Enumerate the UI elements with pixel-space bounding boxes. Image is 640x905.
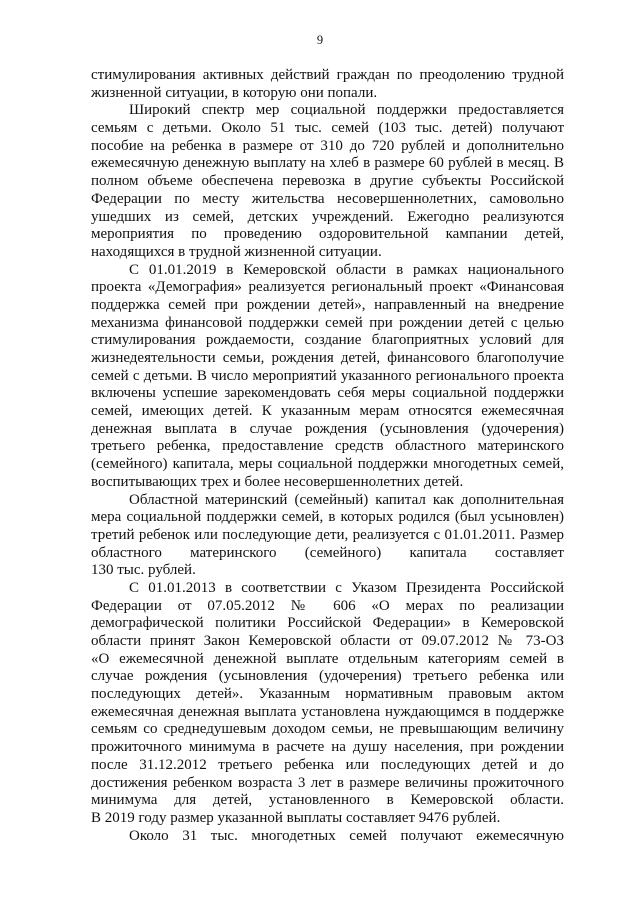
text-line: С 01.01.2013 в соответствии с Указом Президента Российской <box>129 579 564 596</box>
text-line: жизненной ситуации, в которую они попали. <box>91 84 378 101</box>
text-line: семьям с детьми. Около 51 тыс. семей (103 тыс. детей) получают <box>91 120 564 137</box>
text-line: денежная выплата в случае рождения (усыновления (удочерения) <box>91 420 564 437</box>
text-line: Федерации от 07.05.2012 № 606 «О мерах по реализации <box>91 597 564 614</box>
text-line: жизнедеятельности семьи, рождения детей, финансового благополучие <box>91 350 564 366</box>
text-line: находящихся в трудной жизненной ситуации. <box>91 243 382 260</box>
text-line: поддержка семей при рождении детей», направленный на внедрение <box>91 296 564 313</box>
text-line: В 2019 году размер указанной выплаты составляет 9476 рублей. <box>91 809 501 826</box>
paragraph <box>91 828 564 846</box>
text-line: пособие на ребенка в размере от 310 до 720 рублей и дополнительно <box>91 137 564 154</box>
text-line: ежемесячную денежную выплату на хлеб в размере 60 рублей в месяц. В <box>91 155 564 172</box>
text-line: 130 тыс. рублей. <box>91 562 196 579</box>
text-line: Федерации по месту жительства несовершеннолетних, самовольно <box>91 190 564 207</box>
text-line: стимулирования рождаемости, создание благоприятных условий для <box>91 332 564 349</box>
text-line: мероприятия по проведению оздоровительной кампании детей, <box>91 226 564 243</box>
text-line: С 01.01.2019 в Кемеровской области в рамках национального <box>129 261 564 278</box>
text-line: механизма финансовой поддержки семей при рождении детей с целью <box>91 314 564 331</box>
text-line: семей, имеющих детей. К указанным мерам относятся ежемесячная <box>91 403 564 420</box>
text-line: (семейного) капитала, меры социальной поддержки многодетных семей, <box>91 456 564 473</box>
text-line: стимулирования активных действий граждан по преодолению трудной <box>91 67 564 83</box>
text-line: демографической политики Российской Федерации» в Кемеровской <box>91 615 564 632</box>
text-line: ушедших из семей, детских учреждений. Ежегодно реализуются <box>91 208 564 225</box>
text-line: области принят Закон Кемеровской области от 09.07.2012 № 73-ОЗ <box>91 633 564 649</box>
document-body <box>91 67 564 845</box>
text-line: семьям со среднедушевым доходом семьи, не превышающим величину <box>91 721 564 738</box>
paragraph <box>91 580 564 828</box>
text-line: достижения ребенком возраста 3 лет в размере величины прожиточного <box>91 774 564 791</box>
text-line: минимума для детей, установленного в Кемеровской области. <box>91 792 564 809</box>
text-line: ежемесячная денежная выплата установлена нуждающимся в поддержке <box>91 703 564 720</box>
text-line: «О ежемесячной денежной выплате отдельным категориям семей в <box>91 650 564 667</box>
text-line: областного материнского (семейного) капитала составляет <box>91 544 564 561</box>
text-line: семей с детьми. В число мероприятий указанного регионального проекта <box>91 367 564 384</box>
paragraph <box>91 492 564 580</box>
paragraph <box>91 102 564 261</box>
text-line: последующих детей». Указанным нормативным правовым актом <box>91 686 564 703</box>
text-line: Широкий спектр мер социальной поддержки предоставляется <box>129 102 564 119</box>
text-line: третий ребенок или последующие дети, реализуется с 01.01.2011. Размер <box>91 526 564 543</box>
text-line: после 31.12.2012 третьего ребенка или последующих детей и до <box>91 756 564 773</box>
text-line: прожиточного минимума в расчете на душу населения, при рождении <box>91 739 564 756</box>
text-line: проекта «Демография» реализуется региональный проект «Финансовая <box>91 279 564 296</box>
text-line: третьего ребенка, предоставление средств областного материнского <box>91 438 564 455</box>
page-number: 9 <box>316 33 324 47</box>
paragraph <box>91 262 564 492</box>
text-line: мера социальной поддержки семей, в которых родился (был усыновлен) <box>91 509 564 526</box>
paragraph <box>91 67 564 102</box>
text-line: случае рождения (усыновления (удочерения) третьего ребенка или <box>91 668 564 685</box>
text-line: включены успешие зарекомендовать себя меры социальной поддержки <box>91 385 564 402</box>
text-line: полном объеме обеспечена перевозка в другие субъекты Российской <box>91 173 564 190</box>
text-line: Областной материнский (семейный) капитал как дополнительная <box>129 491 564 508</box>
text-line: Около 31 тыс. многодетных семей получают ежемесячную <box>129 827 564 844</box>
text-line: воспитывающих трех и более несовершеннолетних детей. <box>91 473 464 490</box>
